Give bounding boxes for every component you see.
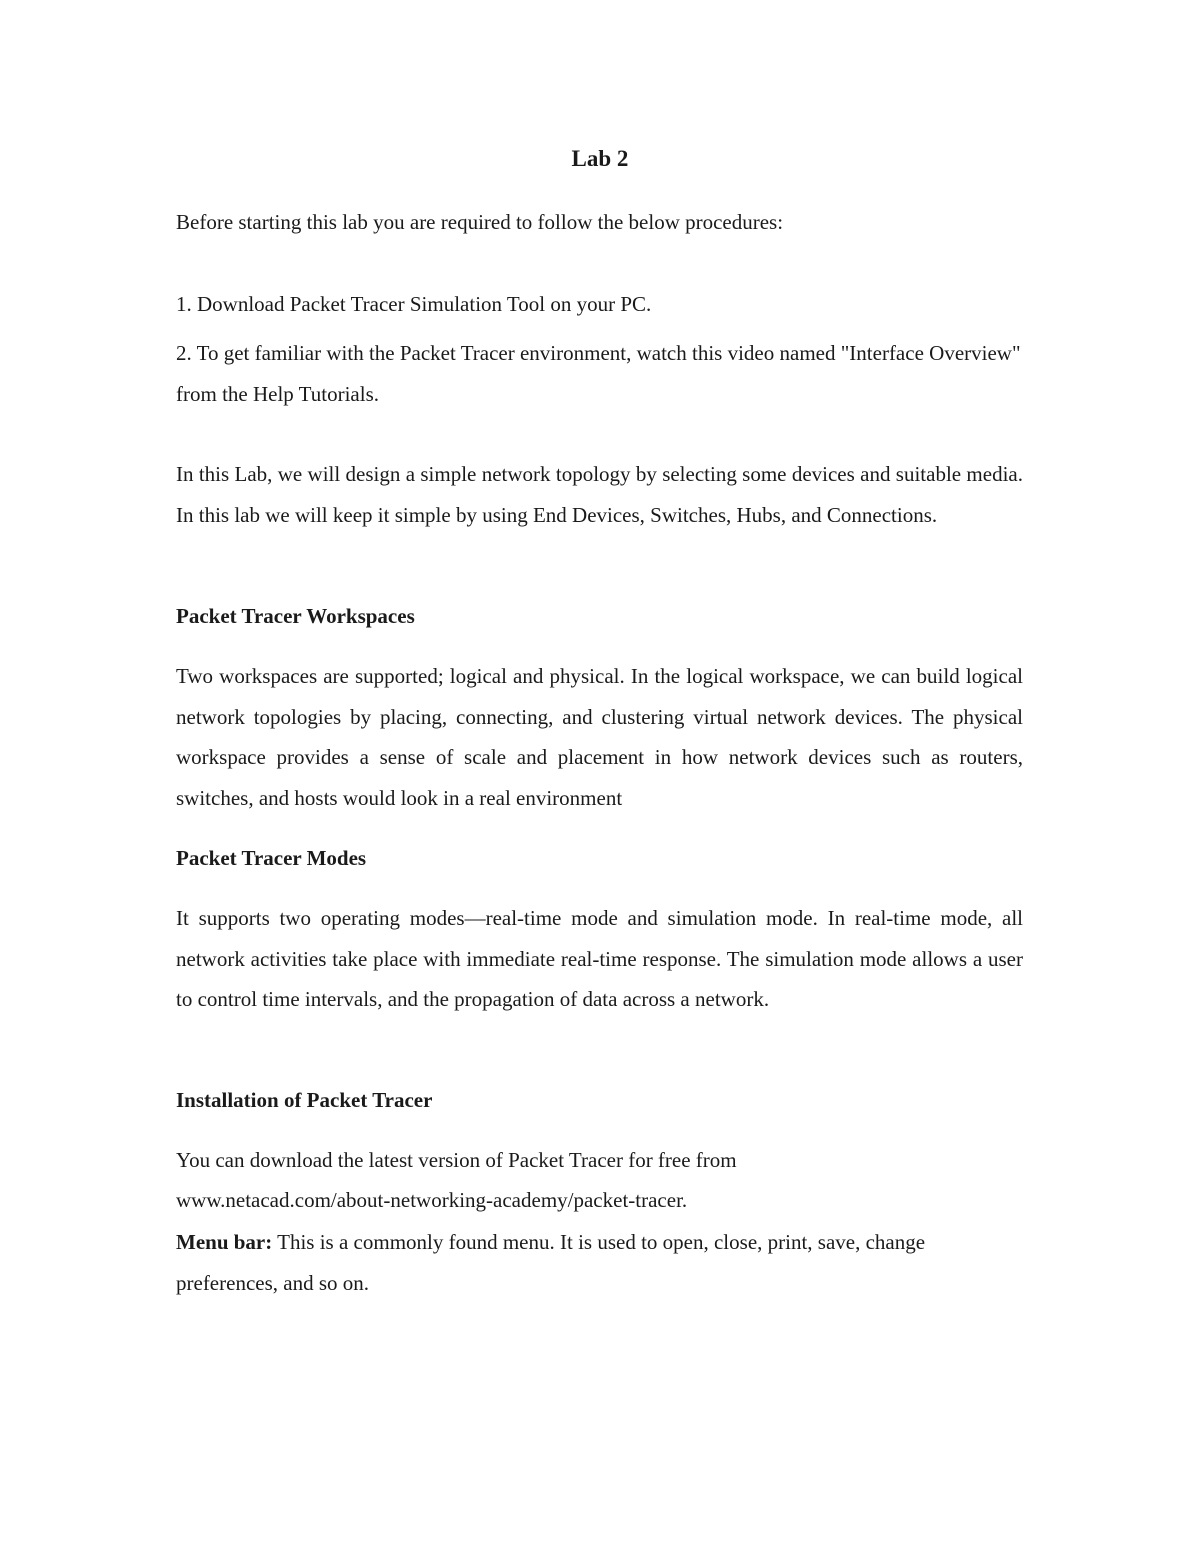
section-body-modes: It supports two operating modes—real-time mode and simulation mode. In real-time mode, all network activities take place with immediate real-time response. The simulation mode allows a user to control time intervals, and the propagation of data across a network. [176, 906, 1023, 1011]
step-1: 1. Download Packet Tracer Simulation Tool on your PC. [176, 292, 652, 316]
menu-bar-paragraph [176, 1222, 1023, 1303]
section-heading-installation: Installation of Packet Tracer [176, 1088, 433, 1112]
page-title: Lab 2 [571, 146, 629, 171]
section-body-workspaces: Two workspaces are supported; logical and physical. In the logical workspace, we can build logical network topologies by placing, connecting, and clustering virtual network devices. The physical workspace provides a sense of scale and placement in how network devices such as routers, switches, and hosts would look in a real environment [176, 664, 1023, 810]
menu-bar-text: This is a commonly found menu. It is used to open, close, print, save, change preferences, and so on. [176, 1230, 926, 1295]
section-heading-modes: Packet Tracer Modes [176, 846, 367, 870]
step-2: 2. To get familiar with the Packet Tracer environment, watch this video named "Interface Overview" from the Help Tutorials. [176, 341, 1021, 406]
menu-bar-label: Menu bar: [176, 1230, 273, 1254]
section-heading-workspaces: Packet Tracer Workspaces [176, 604, 415, 628]
installation-text: You can download the latest version of Packet Tracer for free from [176, 1148, 737, 1172]
intro-paragraph: Before starting this lab you are required to follow the below procedures: [176, 210, 784, 234]
overview-paragraph: In this Lab, we will design a simple network topology by selecting some devices and suitable media. In this lab we will keep it simple by using End Devices, Switches, Hubs, and Connections. [176, 462, 1023, 527]
installation-url: www.netacad.com/about-networking-academy/packet-tracer. [176, 1188, 688, 1212]
